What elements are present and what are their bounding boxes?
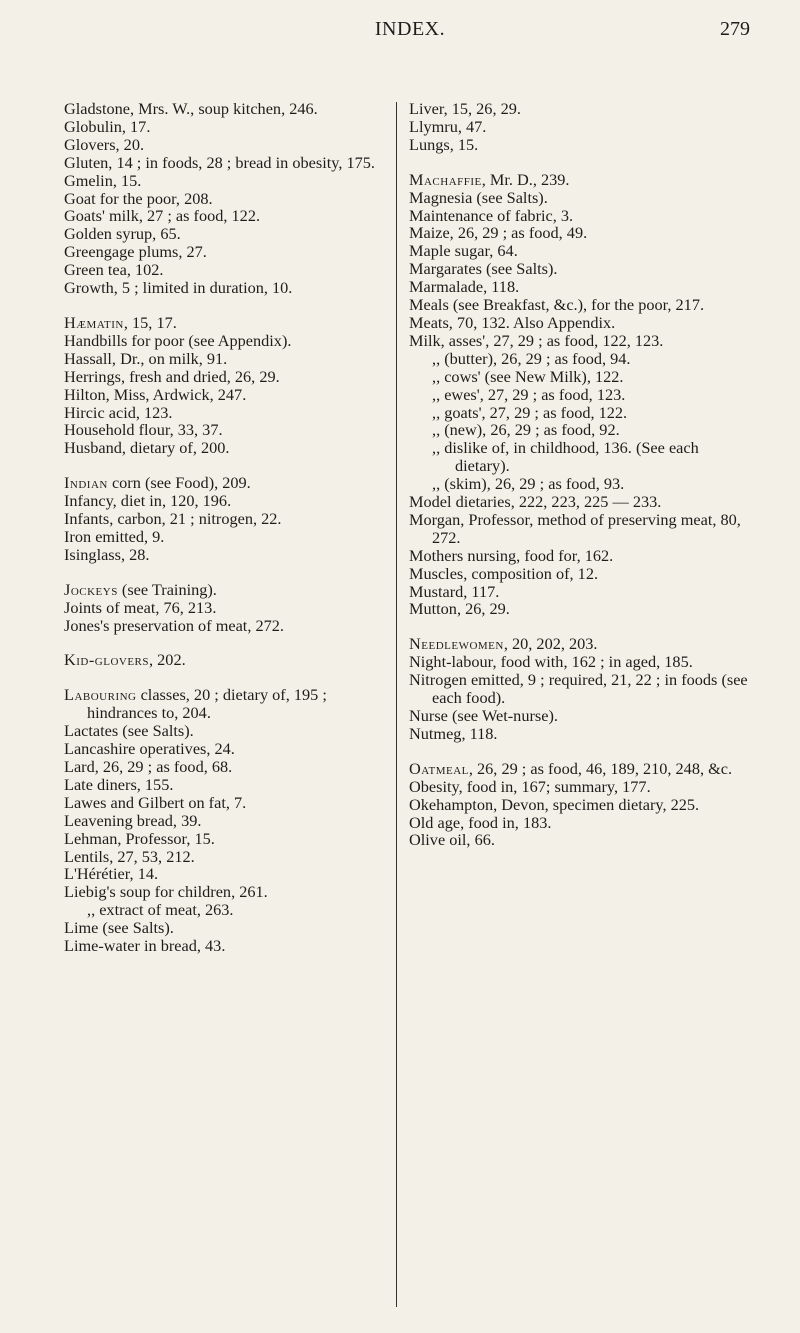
index-entry	[64, 581, 390, 599]
index-entry-text: ,, (butter), 26, 29 ; as food, 94.	[432, 348, 631, 368]
index-entry	[409, 314, 755, 332]
index-subentry	[64, 901, 390, 919]
index-entry-text: Growth, 5 ; limited in duration, 10.	[64, 278, 293, 298]
index-entry-text: Lime-water in bread, 43.	[64, 936, 226, 956]
index-entry-text: Night-labour, food with, 162 ; in aged, 185.	[409, 652, 693, 672]
index-entry-text: Goat for the poor, 208.	[64, 188, 213, 208]
index-entry	[64, 136, 390, 154]
index-entry	[64, 528, 390, 546]
index-entry-text: (see Training).	[117, 579, 217, 599]
index-lead-word: Kid-glovers	[64, 650, 150, 670]
index-entry	[409, 189, 755, 207]
index-entry-text: Infancy, diet in, 120, 196.	[64, 491, 232, 511]
index-entry	[409, 296, 755, 314]
index-letter-group	[409, 171, 755, 619]
index-letter-group	[409, 100, 755, 154]
index-entry	[409, 332, 755, 350]
index-entry	[64, 776, 390, 794]
index-entry-text: ,, (new), 26, 29 ; as food, 92.	[432, 420, 620, 440]
index-entry	[409, 511, 755, 547]
index-letter-group	[409, 635, 755, 742]
index-entry	[409, 671, 755, 707]
index-entry	[64, 812, 390, 830]
index-entry-text: Mutton, 26, 29.	[409, 599, 510, 619]
index-entry	[409, 778, 755, 796]
index-entry	[64, 332, 390, 350]
index-entry	[64, 439, 390, 457]
index-entry-text: Meats, 70, 132. Also Appendix.	[409, 312, 616, 332]
index-entry	[409, 760, 755, 778]
index-entry-text: ,, dislike of, in childhood, 136. (See each dietary).	[432, 438, 699, 476]
index-entry	[64, 758, 390, 776]
index-entry	[64, 848, 390, 866]
index-entry	[64, 243, 390, 261]
index-entry	[409, 583, 755, 601]
index-lead-word: Jockeys	[64, 579, 118, 599]
index-entry-text: Jones's preservation of meat, 272.	[64, 615, 284, 635]
index-entry-text: Magnesia (see Salts).	[409, 187, 548, 207]
index-entry-text: Mothers nursing, food for, 162.	[409, 545, 614, 565]
index-entry	[64, 190, 390, 208]
index-lead-word: Labouring	[64, 685, 137, 705]
index-entry-text: Glovers, 20.	[64, 134, 145, 154]
index-entry	[409, 547, 755, 565]
index-entry	[409, 653, 755, 671]
index-entry-text: ,, ewes', 27, 29 ; as food, 123.	[432, 384, 626, 404]
index-column-right	[409, 100, 755, 849]
index-entry-text: Margarates (see Salts).	[409, 259, 558, 279]
index-entry-text: ,, extract of meat, 263.	[87, 900, 234, 920]
index-entry	[64, 386, 390, 404]
index-letter-group	[64, 314, 390, 457]
index-entry-text: , 15, 17.	[123, 312, 177, 332]
page-number: 279	[720, 18, 750, 40]
index-entry-text: Nitrogen emitted, 9 ; required, 21, 22 ; in foods (see each food).	[409, 670, 748, 708]
index-entry	[409, 207, 755, 225]
index-entry-text: Gmelin, 15.	[64, 170, 142, 190]
index-entry	[64, 404, 390, 422]
index-entry	[64, 261, 390, 279]
index-entry	[409, 831, 755, 849]
index-entry-text: Household flour, 33, 37.	[64, 420, 223, 440]
index-letter-group	[64, 686, 390, 955]
index-entry-text: Llymru, 47.	[409, 116, 487, 136]
index-entry-text: Nurse (see Wet-nurse).	[409, 706, 558, 725]
index-entry	[64, 617, 390, 635]
index-entry	[64, 154, 390, 172]
index-entry-text: Herrings, fresh and dried, 26, 29.	[64, 366, 280, 386]
index-entry-text: ,, cows' (see New Milk), 122.	[432, 366, 624, 386]
index-entry-text: Obesity, food in, 167; summary, 177.	[409, 776, 651, 796]
index-entry-text: Lactates (see Salts).	[64, 721, 194, 741]
index-entry	[64, 118, 390, 136]
index-subentry	[409, 421, 755, 439]
index-entry	[409, 278, 755, 296]
index-entry	[409, 635, 755, 653]
index-entry-text: Maple sugar, 64.	[409, 241, 518, 261]
index-entry-text: Maintenance of fabric, 3.	[409, 205, 574, 225]
index-entry-text: Hircic acid, 123.	[64, 402, 173, 422]
index-letter-group	[64, 100, 390, 297]
index-entry	[64, 599, 390, 617]
index-entry-text: ,, (skim), 26, 29 ; as food, 93.	[432, 474, 625, 494]
index-subentry	[409, 439, 755, 475]
index-subentry	[409, 368, 755, 386]
index-entry-text: Nutmeg, 118.	[409, 723, 498, 743]
index-entry-text: Leavening bread, 39.	[64, 810, 202, 830]
index-entry-text: Handbills for poor (see Appendix).	[64, 330, 292, 350]
index-entry	[64, 368, 390, 386]
index-entry-text: , 26, 29 ; as food, 46, 189, 210, 248, &c.	[468, 758, 733, 778]
index-entry	[409, 707, 755, 725]
index-entry-text: Joints of meat, 76, 213.	[64, 597, 217, 617]
index-entry-text: Hassall, Dr., on milk, 91.	[64, 348, 228, 368]
index-entry-text: Greengage plums, 27.	[64, 242, 207, 262]
index-entry	[64, 830, 390, 848]
index-entry-text: Muscles, composition of, 12.	[409, 563, 599, 583]
index-entry-text: Infants, carbon, 21 ; nitrogen, 22.	[64, 509, 282, 529]
index-entry-text: Lime (see Salts).	[64, 918, 174, 938]
index-entry-text: Golden syrup, 65.	[64, 224, 181, 244]
index-entry	[409, 136, 755, 154]
index-entry	[64, 225, 390, 243]
index-lead-word: Needlewomen	[409, 634, 504, 654]
index-entry-text: Lancashire operatives, 24.	[64, 739, 235, 759]
index-letter-group	[64, 474, 390, 564]
index-entry	[409, 493, 755, 511]
index-entry	[64, 686, 390, 722]
index-entry	[64, 883, 390, 901]
index-entry-text: Meals (see Breakfast, &c.), for the poor, 217.	[409, 295, 705, 315]
index-entry-text: Lawes and Gilbert on fat, 7.	[64, 792, 247, 812]
index-subentry	[409, 386, 755, 404]
index-entry-text: Lehman, Professor, 15.	[64, 828, 215, 848]
index-entry-text: Goats' milk, 27 ; as food, 122.	[64, 206, 261, 226]
index-entry	[64, 722, 390, 740]
index-entry	[64, 100, 390, 118]
index-entry-text: , 20, 202, 203.	[503, 634, 598, 654]
index-entry	[64, 279, 390, 297]
index-entry-text: Liver, 15, 26, 29.	[409, 99, 521, 118]
index-entry-text: corn (see Food), 209.	[107, 473, 251, 493]
index-entry	[409, 814, 755, 832]
index-lead-word: Indian	[64, 473, 108, 493]
index-entry-text: Model dietaries, 222, 223, 225 — 233.	[409, 492, 662, 512]
index-entry-text: Gluten, 14 ; in foods, 28 ; bread in obesity, 175.	[64, 152, 375, 172]
index-entry-text: Liebig's soup for children, 261.	[64, 882, 268, 902]
index-entry	[64, 919, 390, 937]
index-entry-text: Lentils, 27, 53, 212.	[64, 846, 195, 866]
index-entry	[64, 651, 390, 669]
index-entry-text: Old age, food in, 183.	[409, 812, 552, 832]
index-entry	[64, 172, 390, 190]
index-entry	[409, 242, 755, 260]
index-entry-text: Iron emitted, 9.	[64, 526, 165, 546]
index-subentry	[409, 404, 755, 422]
index-lead-word: Hæmatin	[64, 312, 124, 332]
index-entry	[64, 474, 390, 492]
index-entry	[64, 492, 390, 510]
index-entry-text: Green tea, 102.	[64, 260, 164, 280]
index-entry	[409, 224, 755, 242]
index-entry	[64, 314, 390, 332]
index-entry-text: Olive oil, 66.	[409, 830, 495, 850]
index-entry-text: Late diners, 155.	[64, 774, 174, 794]
index-entry	[64, 421, 390, 439]
index-entry-text: Okehampton, Devon, specimen dietary, 225.	[409, 794, 700, 814]
index-entry-text: ,, goats', 27, 29 ; as food, 122.	[432, 402, 628, 422]
index-entry-text: Morgan, Professor, method of preserving meat, 80, 272.	[409, 509, 741, 547]
index-entry	[409, 725, 755, 743]
index-subentry	[409, 475, 755, 493]
index-lead-word: Oatmeal	[409, 758, 469, 778]
index-entry-text: Milk, asses', 27, 29 ; as food, 122, 123.	[409, 330, 664, 350]
index-entry	[64, 510, 390, 528]
index-entry	[409, 565, 755, 583]
index-entry	[409, 118, 755, 136]
index-subentry	[409, 350, 755, 368]
page-title: INDEX.	[374, 18, 446, 40]
index-lead-word: Machaffie	[409, 169, 482, 189]
index-entry-text: Husband, dietary of, 200.	[64, 438, 230, 458]
index-entry-text: Maize, 26, 29 ; as food, 49.	[409, 223, 588, 243]
index-entry-text: , 202.	[149, 650, 186, 670]
index-entry	[64, 794, 390, 812]
column-divider	[396, 102, 397, 1307]
index-letter-group	[64, 651, 390, 669]
running-head	[0, 18, 800, 48]
index-letter-group	[409, 760, 755, 850]
index-column-left	[64, 100, 390, 955]
index-entry-text: Gladstone, Mrs. W., soup kitchen, 246.	[64, 99, 318, 118]
index-entry	[64, 546, 390, 564]
index-entry-text: Globulin, 17.	[64, 116, 151, 136]
index-entry	[64, 207, 390, 225]
index-entry	[409, 260, 755, 278]
index-entry	[409, 171, 755, 189]
index-entry-text: Isinglass, 28.	[64, 544, 150, 564]
index-entry-text: Mustard, 117.	[409, 581, 500, 601]
index-entry-text: Marmalade, 118.	[409, 277, 520, 297]
index-entry	[64, 937, 390, 955]
index-entry	[409, 100, 755, 118]
index-entry-text: , Mr. D., 239.	[481, 169, 570, 189]
index-entry-text: Lard, 26, 29 ; as food, 68.	[64, 757, 233, 776]
index-entry	[409, 796, 755, 814]
index-entry	[409, 600, 755, 618]
index-entry	[64, 865, 390, 883]
index-entry-text: Lungs, 15.	[409, 134, 479, 154]
index-letter-group	[64, 581, 390, 635]
index-entry-text: Hilton, Miss, Ardwick, 247.	[64, 384, 247, 404]
index-entry-text: classes, 20 ; dietary of, 195 ; hindrances to, 204.	[87, 685, 327, 723]
index-entry	[64, 350, 390, 368]
index-entry	[64, 740, 390, 758]
index-entry-text: L'Hérétier, 14.	[64, 864, 159, 884]
